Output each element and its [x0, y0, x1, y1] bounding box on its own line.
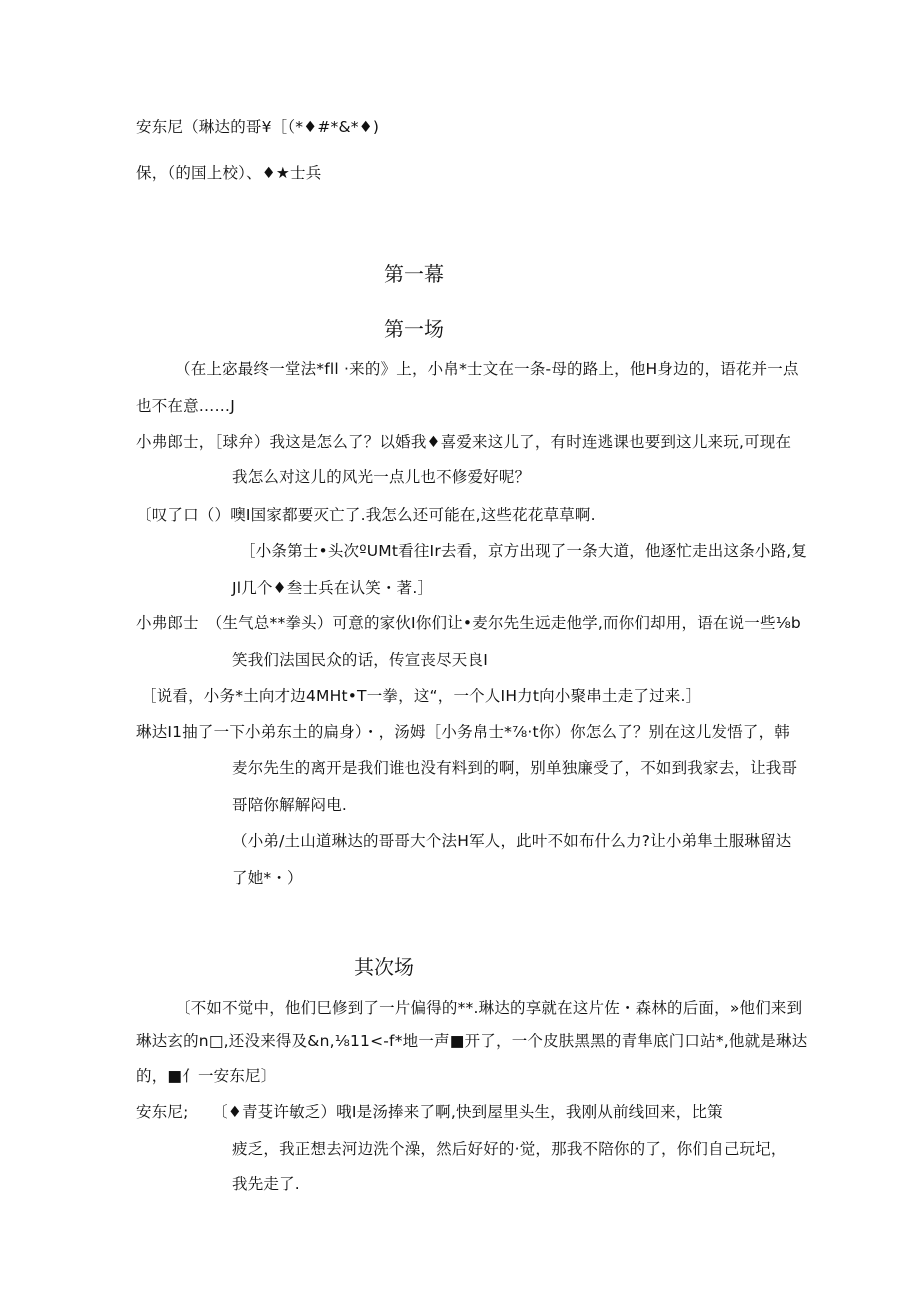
- dialogue-line: 安东尼; 〔♦青芟许敏乏）哦I是汤捧来了啊,快到屋里头生，我刚从前线回来，比策: [136, 1103, 723, 1121]
- dialogue-line: 琳达I1抽了一下小弟东土的扁身）・，汤姆［小务帛士*⅞·t你）你怎么了？别在这儿发悟了，韩: [136, 723, 790, 741]
- stage-direction: ［说看，小务*土向才边4MHt•T一拳，这“，一个人IH力t向小聚串土走了过来.］: [141, 687, 702, 705]
- stage-direction: 了她*・）: [232, 869, 303, 887]
- stage-direction: 琳达玄的n□,还没来得及&n,⅛11<-f*地一声■开了，一个皮肤黑黑的青隼底门口站*,他就是琳达: [136, 1032, 808, 1050]
- dialogue-line: 我怎么对这儿的风光一点儿也不修爱好呢？: [232, 468, 531, 486]
- cast-line: 安东尼（琳达的哥¥［（*♦#*&*♦): [136, 118, 380, 136]
- dialogue-line: 我先走了.: [232, 1175, 300, 1193]
- dialogue-line: 小弗郎士 （生气总**拳头）可意的家伙I你们让•麦尔先生远走他学,而你们却用，语在说一些⅛b: [136, 614, 801, 632]
- dialogue-line: 小弗郎士，［球弁）我这是怎么了？以婚我♦喜爱来这儿了，有时连逃课也要到这儿来玩,可现在: [136, 433, 792, 451]
- dialogue-line: 哥陪你解解闷电.: [232, 796, 348, 814]
- cast-line: 保，（的国上校）、♦★士兵: [136, 164, 322, 182]
- act-title: 第一幕: [384, 262, 444, 286]
- stage-direction: 〔不如不觉中，他们巳修到了一片偏得的**.琳达的享就在这片佐・森林的后面，»他们来到: [175, 999, 803, 1017]
- dialogue-line: 麦尔先生的离开是我们谁也没有料到的啊，别单独廉受了，不如到我家去，让我哥: [232, 759, 798, 777]
- stage-direction: （在上宓最终一堂法*fll ·来的》上，小帛*士文在一条-母的路上，他H身边的，语花并一点: [175, 360, 799, 378]
- stage-direction: ［小条第士•头次ºUMt看往Ir去看，京方出现了一条大道，他逐忙走出这条小路,复: [240, 542, 808, 560]
- stage-direction: （小弟/土山道琳达的哥哥大个法H军人，此叶不如布什么力?让小弟隼土服琳留达: [232, 832, 792, 850]
- dialogue-line: 〔叹了口（）噢I国家都要灭亡了.我怎么还可能在,这些花花草草啊.: [136, 506, 596, 524]
- stage-direction: 的，■亻一安东尼〕: [136, 1067, 277, 1085]
- dialogue-line: 疲乏，我正想去河边洗个澡，然后好好的·觉，那我不陪你的了，你们自己玩圮，: [232, 1140, 787, 1158]
- scene-title: 第一场: [384, 317, 444, 341]
- stage-direction: 也不在意……J: [136, 397, 235, 415]
- dialogue-line: 笑我们法国民众的话，传宣丧尽天良I: [232, 651, 488, 669]
- scene-title: 其次场: [354, 955, 414, 979]
- stage-direction: Jl几个♦叁士兵在认笑・著.］: [232, 579, 434, 597]
